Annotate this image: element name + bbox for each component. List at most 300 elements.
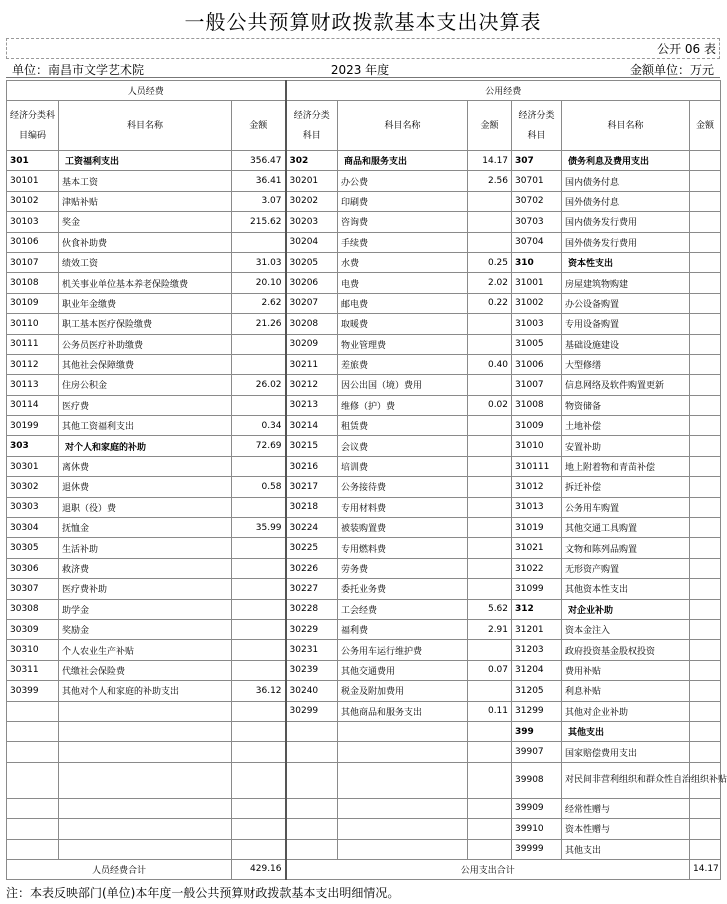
code-cell: 30202 [286,191,338,211]
name-cell: 奖励金 [59,619,232,639]
code-cell: 30108 [7,273,59,293]
table-row [7,232,721,252]
code-cell: 310 [512,252,562,272]
name-cell: 利息补贴 [562,681,690,701]
amount-cell: 36.12 [232,681,286,701]
name-cell: 住房公积金 [59,375,232,395]
table-row [7,375,721,395]
name-cell: 国内债务付息 [562,171,690,191]
code-cell: 31021 [512,538,562,558]
amount-cell [690,273,721,293]
table-row [7,293,721,313]
name-cell: 机关事业单位基本养老保险缴费 [59,273,232,293]
name-cell: 公务用车运行维护费 [338,640,468,660]
amount-cell [232,762,286,798]
code-cell: 31007 [512,375,562,395]
code-cell: 31010 [512,436,562,456]
code-cell: 30113 [7,375,59,395]
code-cell: 31205 [512,681,562,701]
name-cell: 对企业补助 [562,599,690,619]
amount-cell [468,721,512,741]
amount-cell [690,395,721,415]
amount-cell [232,839,286,859]
name-cell: 生活补助 [59,538,232,558]
amount-cell [468,798,512,818]
amount-cell [690,456,721,476]
name-cell: 费用补贴 [562,660,690,680]
name-cell: 因公出国（境）费用 [338,375,468,395]
code-cell: 39909 [512,798,562,818]
code-cell: 30228 [286,599,338,619]
amount-cell [690,416,721,436]
report-title: 一般公共预算财政拨款基本支出决算表 [184,10,542,34]
name-cell: 职工基本医疗保险缴费 [59,314,232,334]
table-row [7,436,721,456]
code-cell: 30309 [7,619,59,639]
table-row [7,518,721,538]
name-cell: 专用燃料费 [338,538,468,558]
code-cell: 30208 [286,314,338,334]
amount-cell [468,477,512,497]
amount-cell [232,721,286,741]
code-cell: 30107 [7,252,59,272]
code-cell [286,839,338,859]
name-cell: 医疗费补助 [59,579,232,599]
amount-cell: 356.47 [232,151,286,171]
code-cell: 39910 [512,819,562,839]
name-cell: 其他支出 [562,721,690,741]
amount-cell [690,375,721,395]
unit-label: 单位：南昌市文学艺术院 [12,63,145,77]
amount-cell [232,456,286,476]
code-cell: 30702 [512,191,562,211]
name-cell: 对个人和家庭的补助 [59,436,232,456]
name-cell: 房屋建筑物购建 [562,273,690,293]
name-cell: 其他支出 [562,839,690,859]
public-total-value: 14.17 [690,859,721,879]
table-row [7,798,721,818]
amount-cell: 35.99 [232,518,286,538]
name-cell: 会议费 [338,436,468,456]
table-row [7,558,721,578]
table-row [7,416,721,436]
amount-cell [690,599,721,619]
code-column-header: 经济分类科目编码 [7,101,59,151]
code-cell: 301 [7,151,59,171]
code-cell: 31001 [512,273,562,293]
code-cell: 31008 [512,395,562,415]
code-cell: 30703 [512,212,562,232]
amount-cell [690,538,721,558]
name-cell: 无形资产购置 [562,558,690,578]
code-cell: 30227 [286,579,338,599]
code-cell [7,721,59,741]
amount-cell: 2.02 [468,273,512,293]
code-cell: 30301 [7,456,59,476]
public-total-label: 公用支出合计 [286,859,690,879]
name-cell [338,819,468,839]
code-cell [7,798,59,818]
name-cell: 医疗费 [59,395,232,415]
code-cell: 307 [512,151,562,171]
code-cell: 30218 [286,497,338,517]
amount-cell [468,314,512,334]
code-cell: 30226 [286,558,338,578]
table-row [7,839,721,859]
name-cell: 退休费 [59,477,232,497]
table-row [7,191,721,211]
public-header: 公用经费 [286,81,721,101]
table-row [7,701,721,721]
name-cell: 代缴社会保险费 [59,660,232,680]
name-cell: 公务用车购置 [562,497,690,517]
table-row [7,252,721,272]
amount-cell [468,839,512,859]
code-cell: 303 [7,436,59,456]
amount-cell [690,701,721,721]
code-cell: 30201 [286,171,338,191]
amount-cell [232,819,286,839]
table-row [7,819,721,839]
name-cell: 其他资本性支出 [562,579,690,599]
code-cell: 30212 [286,375,338,395]
header-rule [6,77,720,78]
amount-cell: 0.25 [468,252,512,272]
name-cell: 福利费 [338,619,468,639]
name-cell: 奖金 [59,212,232,232]
amount-cell [232,798,286,818]
code-cell: 310111 [512,456,562,476]
amount-cell: 0.02 [468,395,512,415]
name-cell: 个人农业生产补贴 [59,640,232,660]
amount-cell [232,660,286,680]
name-cell: 债务利息及费用支出 [562,151,690,171]
name-cell: 基础设施建设 [562,334,690,354]
code-cell: 30111 [7,334,59,354]
code-cell: 30209 [286,334,338,354]
code-cell [7,819,59,839]
code-cell: 31005 [512,334,562,354]
table-row [7,334,721,354]
amount-cell [690,742,721,762]
code-cell: 30217 [286,477,338,497]
name-cell: 离休费 [59,456,232,476]
table-row [7,619,721,639]
expense-table [6,80,727,880]
code-cell: 30106 [7,232,59,252]
amount-cell [232,232,286,252]
amount-cell [690,477,721,497]
amount-cell [468,742,512,762]
amount-cell [690,354,721,374]
form-number: 公开 06 表 [657,42,716,56]
code-cell [286,762,338,798]
name-cell: 资本性赠与 [562,819,690,839]
code-cell: 30213 [286,395,338,415]
code-cell: 30299 [286,701,338,721]
amount-cell [690,212,721,232]
name-cell: 资本金注入 [562,619,690,639]
code-cell: 312 [512,599,562,619]
code-cell: 30204 [286,232,338,252]
code-cell: 39907 [512,742,562,762]
amount-cell [468,375,512,395]
amount-cell [690,293,721,313]
name-cell [59,701,232,721]
amount-column-header: 金额 [690,101,721,151]
code-cell: 30103 [7,212,59,232]
table-row [7,497,721,517]
name-cell: 其他交通费用 [338,660,468,680]
amount-cell [468,538,512,558]
amount-cell [690,171,721,191]
code-cell: 30224 [286,518,338,538]
table-row [7,212,721,232]
amount-cell [232,599,286,619]
amount-cell: 0.22 [468,293,512,313]
name-cell: 邮电费 [338,293,468,313]
code-cell: 30205 [286,252,338,272]
amount-cell [232,538,286,558]
amount-cell: 20.10 [232,273,286,293]
name-cell: 被装购置费 [338,518,468,538]
code-cell [7,742,59,762]
name-cell: 税金及附加费用 [338,681,468,701]
name-cell: 经常性赠与 [562,798,690,818]
name-cell: 对民间非营利组织和群众性自治组织补贴 [562,762,690,798]
name-cell [59,819,232,839]
code-cell: 31013 [512,497,562,517]
amount-cell [232,742,286,762]
code-cell: 399 [512,721,562,741]
name-cell: 退职（役）费 [59,497,232,517]
name-cell [59,762,232,798]
name-cell: 助学金 [59,599,232,619]
code-cell: 30239 [286,660,338,680]
amount-cell [232,619,286,639]
code-cell: 31299 [512,701,562,721]
name-cell: 安置补助 [562,436,690,456]
code-cell: 30203 [286,212,338,232]
name-cell: 专用设备购置 [562,314,690,334]
name-cell: 培训费 [338,456,468,476]
name-cell [338,721,468,741]
name-cell: 津贴补贴 [59,191,232,211]
amount-cell [232,334,286,354]
code-cell: 30211 [286,354,338,374]
name-cell: 拆迁补偿 [562,477,690,497]
code-cell: 302 [286,151,338,171]
name-cell: 其他对企业补助 [562,701,690,721]
code-cell: 30110 [7,314,59,334]
code-cell: 30307 [7,579,59,599]
amount-cell [690,151,721,171]
amount-cell [690,497,721,517]
code-cell: 30701 [512,171,562,191]
amount-cell: 3.07 [232,191,286,211]
amount-cell: 2.91 [468,619,512,639]
name-cell [59,721,232,741]
code-cell: 30215 [286,436,338,456]
name-cell [338,762,468,798]
table-body [7,151,727,860]
code-cell: 30216 [286,456,338,476]
code-cell: 31002 [512,293,562,313]
amount-cell [468,640,512,660]
code-cell: 30310 [7,640,59,660]
name-column-header: 科目名称 [338,101,468,151]
name-cell: 其他商品和服务支出 [338,701,468,721]
code-cell: 30199 [7,416,59,436]
name-cell [338,742,468,762]
amount-cell [690,518,721,538]
code-cell: 30207 [286,293,338,313]
name-cell: 其他交通工具购置 [562,518,690,538]
name-cell: 其他对个人和家庭的补助支出 [59,681,232,701]
amount-cell [232,579,286,599]
code-column-header: 经济分类科目 [512,101,562,151]
name-cell: 国内债务发行费用 [562,212,690,232]
amount-cell [232,354,286,374]
name-cell: 工会经费 [338,599,468,619]
amount-cell [232,701,286,721]
name-cell: 国外债务付息 [562,191,690,211]
name-cell: 委托业务费 [338,579,468,599]
table-row [7,681,721,701]
code-cell: 30101 [7,171,59,191]
table-row [7,354,721,374]
amount-cell [468,518,512,538]
code-cell: 31201 [512,619,562,639]
code-cell: 31099 [512,579,562,599]
code-cell: 31203 [512,640,562,660]
personnel-total-label: 人员经费合计 [7,859,232,879]
table-row [7,742,721,762]
code-cell [7,701,59,721]
code-column-header: 经济分类科目 [286,101,338,151]
amount-cell [690,721,721,741]
name-cell: 劳务费 [338,558,468,578]
code-cell: 30114 [7,395,59,415]
table-row [7,762,721,798]
name-cell: 抚恤金 [59,518,232,538]
amount-cell [468,416,512,436]
name-cell: 办公费 [338,171,468,191]
footnote: 注：本表反映部门(单位)本年度一般公共预算财政拨款基本支出明细情况。 [6,886,400,900]
name-cell: 专用材料费 [338,497,468,517]
table-row [7,456,721,476]
amount-column-header: 金额 [232,101,286,151]
name-cell: 政府投资基金股权投资 [562,640,690,660]
name-cell: 印刷费 [338,191,468,211]
name-cell: 手续费 [338,232,468,252]
code-cell: 30109 [7,293,59,313]
name-cell: 物资储备 [562,395,690,415]
code-cell: 31019 [512,518,562,538]
table-row [7,660,721,680]
amount-cell [468,191,512,211]
code-cell: 30303 [7,497,59,517]
amount-cell [468,456,512,476]
amount-cell [468,762,512,798]
table-row [7,273,721,293]
amount-cell [468,579,512,599]
code-cell [286,819,338,839]
year-label: 2023 年度 [330,63,390,77]
name-cell: 救济费 [59,558,232,578]
name-cell: 工资福利支出 [59,151,232,171]
amount-cell [690,660,721,680]
name-cell [59,839,232,859]
code-cell: 39908 [512,762,562,798]
code-cell: 30214 [286,416,338,436]
name-cell: 物业管理费 [338,334,468,354]
name-cell: 办公设备购置 [562,293,690,313]
personnel-total-value: 429.16 [232,859,286,879]
table-row [7,599,721,619]
table-row [7,151,721,171]
amount-cell: 36.41 [232,171,286,191]
code-cell: 30206 [286,273,338,293]
name-cell: 其他社会保障缴费 [59,354,232,374]
name-cell: 土地补偿 [562,416,690,436]
name-column-header: 科目名称 [59,101,232,151]
amount-cell: 215.62 [232,212,286,232]
amount-cell [690,579,721,599]
code-cell: 30306 [7,558,59,578]
name-cell: 公务接待费 [338,477,468,497]
name-cell: 资本性支出 [562,252,690,272]
code-cell: 30229 [286,619,338,639]
name-cell: 地上附着物和青苗补偿 [562,456,690,476]
amount-cell [690,558,721,578]
code-cell: 30231 [286,640,338,660]
amount-cell [690,436,721,456]
form-number-box [6,38,720,59]
name-cell: 租赁费 [338,416,468,436]
code-cell: 30704 [512,232,562,252]
amount-cell [690,191,721,211]
amount-cell [468,819,512,839]
code-cell: 31012 [512,477,562,497]
name-cell [59,742,232,762]
name-cell: 大型修缮 [562,354,690,374]
code-cell: 30308 [7,599,59,619]
name-cell: 咨询费 [338,212,468,232]
amount-cell [690,619,721,639]
amount-cell [690,819,721,839]
name-cell: 取暖费 [338,314,468,334]
amount-cell: 2.56 [468,171,512,191]
table-row [7,538,721,558]
name-cell: 水费 [338,252,468,272]
table-row [7,314,721,334]
name-cell: 商品和服务支出 [338,151,468,171]
amount-cell [468,232,512,252]
table-row [7,395,721,415]
name-cell: 维修（护）费 [338,395,468,415]
code-cell: 31204 [512,660,562,680]
name-cell: 信息网络及软件购置更新 [562,375,690,395]
amount-cell: 0.11 [468,701,512,721]
table-row [7,477,721,497]
name-cell: 其他工资福利支出 [59,416,232,436]
table-row [7,640,721,660]
code-cell: 30311 [7,660,59,680]
code-cell: 31003 [512,314,562,334]
name-cell: 伙食补助费 [59,232,232,252]
amount-cell [468,497,512,517]
